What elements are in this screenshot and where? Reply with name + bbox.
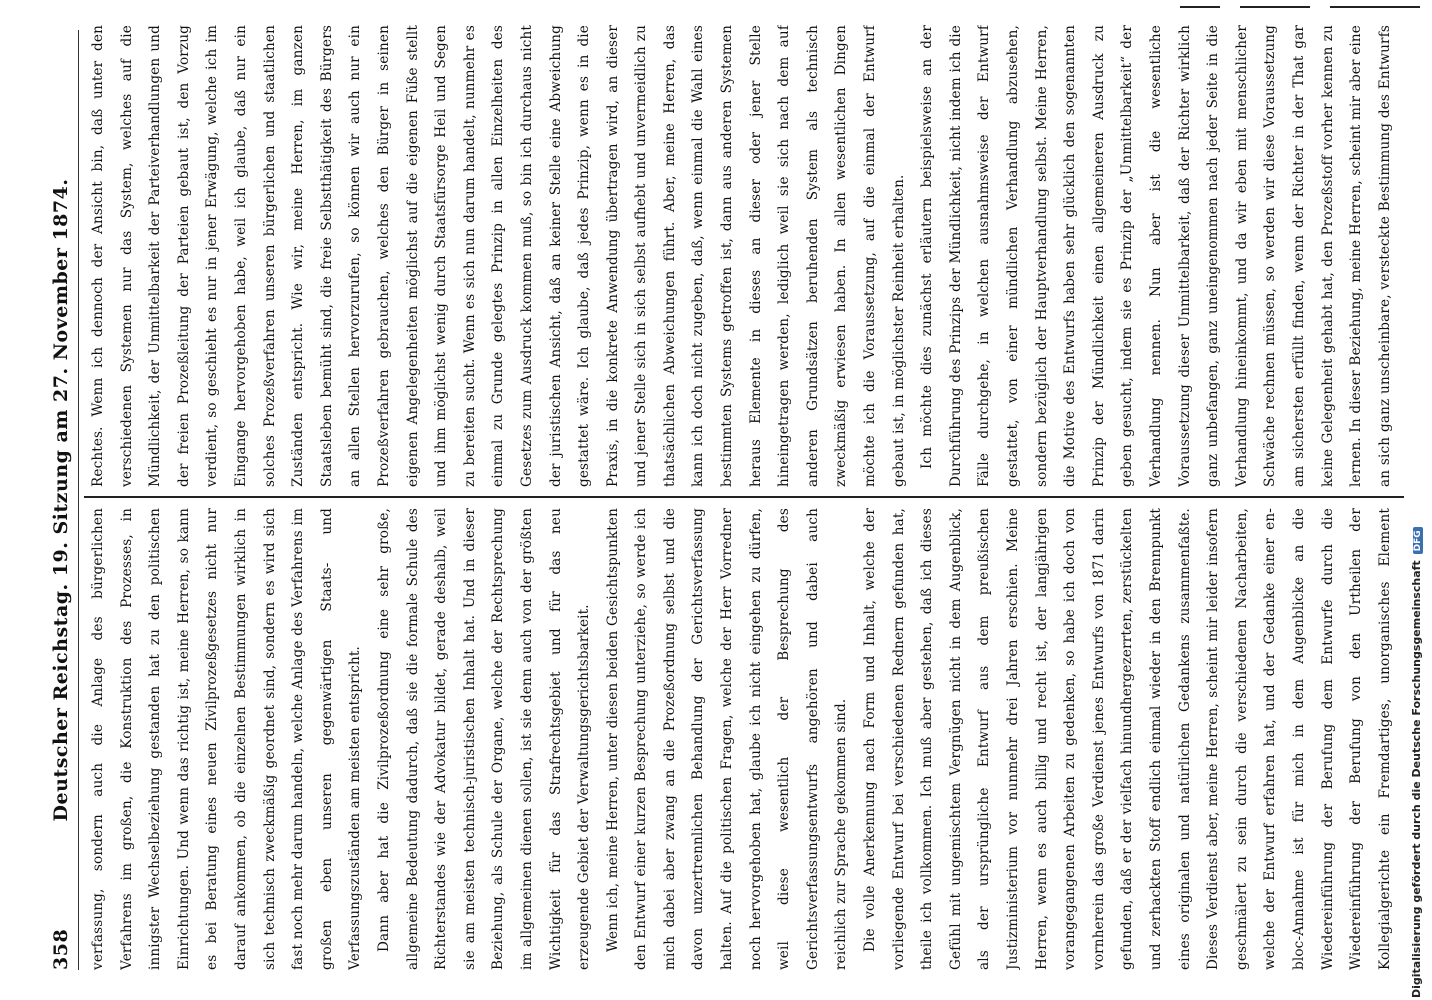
scanned-page xyxy=(22,10,1422,990)
paragraph: Ich möchte dies zunächst erläutern beispielsweise an der Durchführung des Prinzips der Mündlichkeit, nicht indem ich die Fälle durchgehe, in welchen ausnahmsweise der Entwurf gestattet, von einer mündlichen Verhandlung abzusehen, sondern bezüglich der Hauptverhandlung selbst. Meine Herren, die Motive des Entwurfs haben sehr glücklich den sogenannten Prinzip der Mündlichkeit einen allgemeineren Ausdruck zu geben gesucht, indem sie es Prinzip der „Unmittelbarkeit“ der Verhandlung nennen. Nun aber ist die wesentliche Voraussetzung dieser Unmittelbarkeit, daß der Richter wirklich ganz unbefangen, ganz uneingenommen nach jeder Seite in die Verhandlung hineinkommt, und da wir eben mit menschlicher Schwäche rechnen müssen, so werden wir diese Voraussetzung am sichersten erfüllt finden, wenn der Richter in der That gar keine Gelegenheit gehabt hat, den Prozeßstoff vorher kennen zu lernen. In dieser Beziehung, meine Herren, scheint mir aber eine an sich ganz unscheinbare, versteckte Bestimmung des Entwurfs xyxy=(919,25,1393,487)
left-column xyxy=(84,508,1404,970)
column-separator xyxy=(84,497,1404,499)
next-page-edge xyxy=(1180,0,1430,14)
paragraph: Wenn ich, meine Herren, unter diesen beiden Gesichtspunkten den Entwurf einer kurzen Besprechung unterziehe, so werde ich mich dabei aber zwang an die Prozeßordnung selbst und die davon unzertrennlichen Behandlung der Gerichtsverfassung halten. Auf die politischen Fragen, welche der Herr Vorredner noch hervorgehoben hat, glaube ich nicht eingehen zu dürfen, weil diese wesentlich der Besprechung des Gerichtsverfassungsentwurfs angehören und dabei auch reichlich zur Sprache gekommen sind. xyxy=(604,508,850,970)
page-title: Deutscher Reichstag. 19. Sitzung am 27. November 1874. xyxy=(50,178,72,822)
credit-text: Digitalisierung gefördert durch die Deutsche Forschungsgemeinschaft xyxy=(1410,560,1423,998)
page-header xyxy=(44,30,72,970)
page-number: 358 xyxy=(50,928,72,970)
paragraph: verfassung, sondern auch die Anlage des bürgerlichen Verfahrens im großen, die Konstruktion des Prozesses, in innigster Wechselbeziehung gestanden hat zu den politischen Einrichtungen. Und wenn das richtig ist, meine Herren, so kann es bei Beratung eines neuen Zivilprozeßgesetzes nicht nur darauf ankommen, ob die einzelnen Bestimmungen wirklich in sich technisch zweckmäßig geordnet sind, sondern es wird sich fast noch mehr darum handeln, welche Anlage des Verfahrens im großen eben unseren gegenwärtigen Staats- und Verfassungszuständen am meisten entspricht. xyxy=(90,508,364,970)
dfg-logo: DFG xyxy=(1413,527,1423,554)
right-column xyxy=(84,25,1404,487)
header-rule xyxy=(78,30,79,970)
paragraph: Dann aber hat die Zivilprozeßordnung eine sehr große, allgemeine Bedeutung dadurch, daß sie die formale Schule des Richterstandes wie der Advokatur bildet, gerade deshalb, weil sie am meisten technisch-juristischen Inhalt hat. Und in dieser Beziehung, als Schule der Organe, welche der Rechtsprechung im allgemeinen dienen sollen, ist sie denn auch von der größten Wichtigkeit für das Strafrechtsgebiet und für das neu erzeugende Gebiet der Verwaltungsgerichtsbarkeit. xyxy=(375,508,593,970)
paragraph: Die volle Anerkennung nach Form und Inhalt, welche der vorliegende Entwurf bei verschiedenen Rednern gefunden hat, theile ich vollkommen. Ich muß aber gestehen, daß ich dieses Gefühl mit ungemischtem Vergnügen nicht in dem Augenblick, als der ursprüngliche Entwurf aus dem preußischen Justizministerium vor nunmehr drei Jahren erschien. Meine Herren, wenn es auch billig und recht ist, der langjährigen vorangegangenen Arbeiten zu gedenken, so habe ich doch von vornherein das große Verdienst jenes Entwurfs von 1871 darin gefunden, daß er der vielfach hinundhergezerrten, zerstückelten und zerhackten Stoff endlich einmal wieder in den Brennpunkt eines originalen und natürlichen Gedankens zusammenfaßte. Dieses Verdienst aber, meine Herren, scheint mir leider insofern geschmälert zu sein durch die verschiedenen Nacharbeiten, welche der Entwurf erfahren hat, und der Gedanke einer en-bloc-Annahme ist für mich in dem Augenblicke an die Wiedereinführung der Berufung dem Entwurfe durch die Wiedereinführung der Berufung von den Urtheilen der Kollegialgerichte ein Fremdartiges, unorganisches Element xyxy=(862,508,1393,970)
paragraph: Rechtes. Wenn ich dennoch der Ansicht bin, daß unter den verschiedenen Systemen nur das System, welches auf die Mündlichkeit, der Unmittelbarkeit der Parteiverhandlungen und der freien Prozeßleitung der Parteien gebaut ist, den Vorzug verdient, so geschieht es nur in jener Erwägung, welche ich im Eingange hervorgehoben habe, weil ich glaube, daß nur ein solches Prozeßverfahren unseren bürgerlichen und staatlichen Zuständen entspricht. Wie wir, meine Herren, im ganzen Staatsleben bemüht sind, die freie Selbstthätigkeit des Bürgers an allen Stellen hervorzurufen, so können wir auch nur ein Prozeßverfahren gebrauchen, welches den Bürger in seinen eigenen Angelegenheiten möglichst auf die eigenen Füße stellt und ihm möglichst wenig durch Staatsfürsorge Heil und Segen zu bereiten sucht. Wenn es sich nun darum handelt, nunmehr es einmal zu Grunde gelegtes Prinzip in allen Einzelheiten des Gesetzes zum Ausdruck kommen muß, so bin ich durchaus nicht der juristischen Ansicht, daß an keiner Stelle eine Abweichung gestattet wäre. Ich glaube, daß jedes Prinzip, wenn es in die Praxis, in die konkrete Anwendung übertragen wird, an dieser und jener Stelle sich in sich selbst aufhebt und unvermeidlich zu thatsächlichen Abweichungen führt. Aber, meine Herren, das kann ich doch nicht zugeben, daß, wenn einmal die Wahl eines bestimmten Systems getroffen ist, dann aus anderen Systemen heraus Elemente in dieses an dieser oder jener Stelle hineingetragen werden, lediglich weil sie sich nach dem auf anderen Grundsätzen beruhenden System als technisch zweckmäßig erwiesen haben. In allen wesentlichen Dingen möchte ich die Voraussetzung, auf die einmal der Entwurf gebaut ist, in möglichster Reinheit erhalten. xyxy=(90,25,907,487)
